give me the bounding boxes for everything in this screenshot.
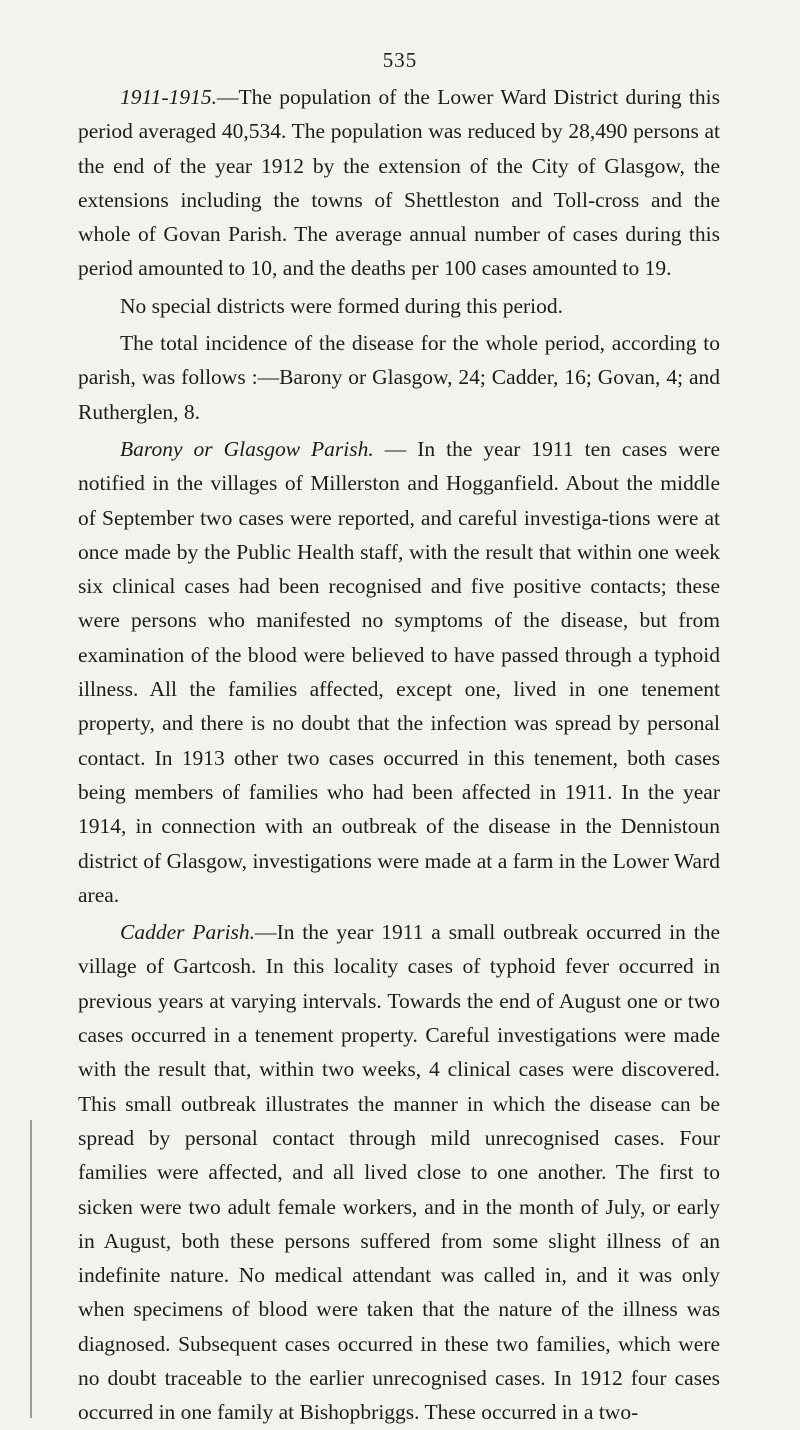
paragraph-no-special-districts [78,289,720,323]
paragraph-text: —The population of the Lower Ward District during this period averaged 40,534. The population was reduced by 28,490 persons at the end of the year 1912 by the extension of the City of Glasgow, the extensions including the towns of Shettleston and Toll-cross and the whole of Govan Parish. The average annual number of cases during this period amounted to 10, and the deaths per 100 cases amounted to 19. [78,85,720,281]
paragraph-1911-1915 [78,80,720,286]
paragraph-cadder-parish [78,915,720,1429]
paragraph-heading: 1911-1915. [120,85,217,109]
margin-scan-line [30,1120,32,1418]
page-number: 535 [382,48,418,72]
paragraph-text: —In the year 1911 a small outbreak occurred in the village of Gartcosh. In this locality cases of typhoid fever occurred in previous years at varying intervals. Towards the end of August one or two cases occurred in a tenement property. Careful investigations were made with the result that, within two weeks, 4 clinical cases were discovered. This small outbreak illustrates the manner in which the disease can be spread by personal contact through mild unrecognised cases. Four families were affected, and all lived close to one another. The first to sicken were two adult female workers, and in the month of July, or early in August, both these persons suffered from some slight illness of an indefinite nature. No medical attendant was called in, and it was only when specimens of blood were taken that the nature of the illness was diagnosed. Subsequent cases occurred in these two families, which were no doubt traceable to the earlier unrecognised cases. In 1912 four cases occurred in one family at Bishopbriggs. These occurred in a two- [78,920,721,1425]
paragraph-text: No special districts were formed during this period. [120,293,564,318]
paragraph-heading: Barony or Glasgow Parish. [120,436,374,461]
paragraph-total-incidence [78,326,720,429]
body-text [78,80,720,1430]
paragraph-text: — In the year 1911 ten cases were notified in the villages of Millerston and Hogganfield. About the middle of September two cases were reported, and careful investiga-tions were at once made by the Public Health staff, with the result that within one week six clinical cases had been recognised and five positive contacts; these were persons who manifested no symptoms of the disease, but from examination of the blood were believed to have passed through a typhoid illness. All the families affected, except one, lived in one tenement property, and there is no doubt that the infection was spread by personal contact. In 1913 other two cases occurred in this tenement, both cases being members of families who had been affected in 1911. In the year 1914, in connection with an outbreak of the disease in the Dennistoun district of Glasgow, investigations were made at a farm in the Lower Ward area. [78,436,720,907]
paragraph-barony-parish [78,432,720,912]
paragraph-heading: Cadder Parish. [120,920,256,945]
paragraph-text: The total incidence of the disease for the whole period, according to parish, was follows :—Barony or Glasgow, 24; Cadder, 16; Govan, 4; and Rutherglen, 8. [78,331,720,424]
